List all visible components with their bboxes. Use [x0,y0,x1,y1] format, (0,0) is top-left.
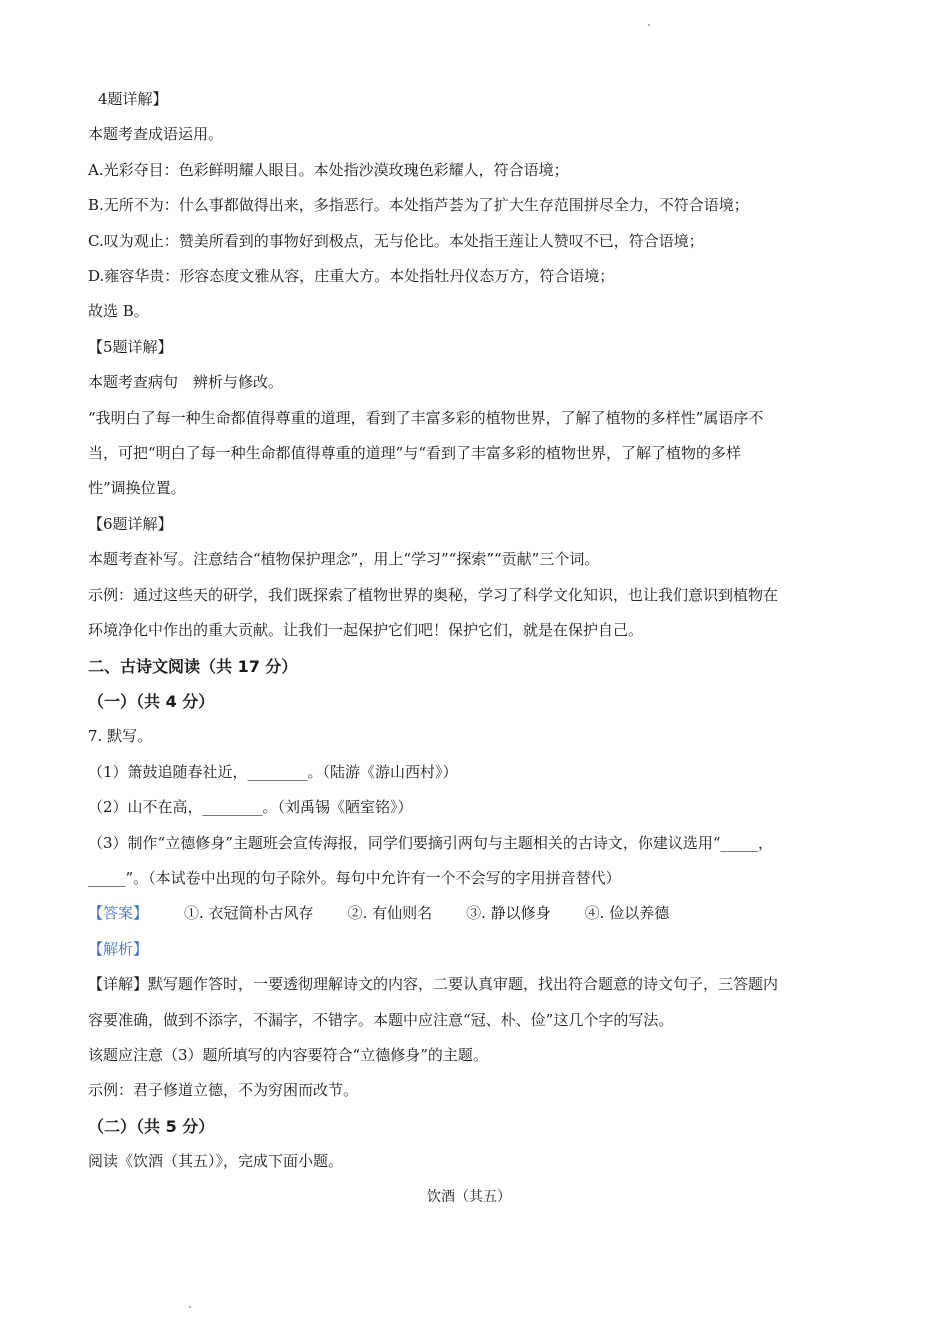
poem-title: 饮酒（其五） [427,1188,511,1205]
q4-option-c: C.叹为观止：赞美所看到的事物好到极点，无与伦比。本处指王莲让人赞叹不已，符合语境； [88,231,704,250]
q7-detail-line: 【详解】默写题作答时，一要透彻理解诗文的内容，二要认真审题，找出符合题意的诗文句子，三答题内 [88,975,779,994]
answer-item: ④. 俭以养德 [584,904,670,923]
q7-detail-line: 该题应注意（3）题所填写的内容要符合“立德修身”的主题。 [88,1045,488,1064]
q4-option-a: A.光彩夺目：色彩鲜明耀人眼目。本处指沙漠玫瑰色彩耀人，符合语境； [88,160,569,179]
q6-intro: 本题考查补写。注意结合“植物保护理念”，用上“学习”“探索”“贡献”三个词。 [88,550,600,569]
q6-text-line: 环境净化中作出的重大贡献。让我们一起保护它们吧！保护它们，就是在保护自己。 [88,621,644,640]
q4-header: 4题详解】 [98,90,168,108]
q4-intro: 本题考查成语运用。 [88,125,224,144]
analysis-tag: 【解析】 [88,939,149,958]
q4-conclusion: 故选 B。 [88,302,149,321]
section-title: 二、古诗文阅读（共 17 分） [88,656,298,676]
answer-item: ③. 静以修身 [466,904,551,923]
q7-detail-line: 容要准确，做到不添字，不漏字，不错字。本题中应注意“冠、朴、俭”这几个字的写法。 [88,1010,674,1029]
q5-text-line: “我明白了每一种生命都值得尊重的道理，看到了丰富多彩的植物世界，了解了植物的多样性”属语序不 [88,408,764,427]
q7-detail-line: 示例：君子修道立德，不为穷困而改节。 [88,1081,359,1100]
q7-item: _____”。（本试卷中出现的句子除外。每句中允许有一个不会写的字用拼音替代） [88,868,621,887]
q7-stem: 7. 默写。 [88,727,153,746]
page-speck [648,24,650,26]
document-page [88,82,878,1215]
q5-text-line: 当，可把“明白了每一种生命都值得尊重的道理”与“看到了丰富多彩的植物世界，了解了植物的多样 [88,444,742,463]
q7-item: （3）制作“立德修身”主题班会宣传海报，同学们要摘引两句与主题相关的古诗文，你建议选用“_____， [88,833,774,852]
q5-header: 【5题详解】 [88,337,173,356]
answer-item: ②. 有仙则名 [347,904,433,923]
q7-answer-row [88,896,878,931]
q5-text-line: 性”调换位置。 [88,479,186,498]
q4-option-d: D.雍容华贵：形容态度文雅从容，庄重大方。本处指牡丹仪态万方，符合语境； [88,267,615,286]
answer-tag: 【答案】 [88,904,149,923]
q7-item: （2）山不在高，________。（刘禹锡《陋室铭》） [88,798,413,817]
q4-option-b: B.无所不为：什么事都做得出来，多指恶行。本处指芦荟为了扩大生存范围拼尽全力，不符合语境； [88,196,749,215]
page-speck [189,1306,191,1308]
q6-header: 【6题详解】 [88,514,173,533]
answer-item: ①. 衣冠简朴古风存 [184,904,314,923]
part2-title: （二）（共 5 分） [88,1116,215,1136]
part2-intro: 阅读《饮酒（其五）》，完成下面小题。 [88,1152,344,1171]
q5-intro: 本题考查病句 辨析与修改。 [88,373,284,392]
q7-item: （1）箫鼓追随春社近，________。（陆游《游山西村》） [88,762,458,781]
q6-text-line: 示例：通过这些天的研学，我们既探索了植物世界的奥秘，学习了科学文化知识，也让我们意识到植物在 [88,585,779,604]
part1-title: （一）（共 4 分） [88,691,215,711]
